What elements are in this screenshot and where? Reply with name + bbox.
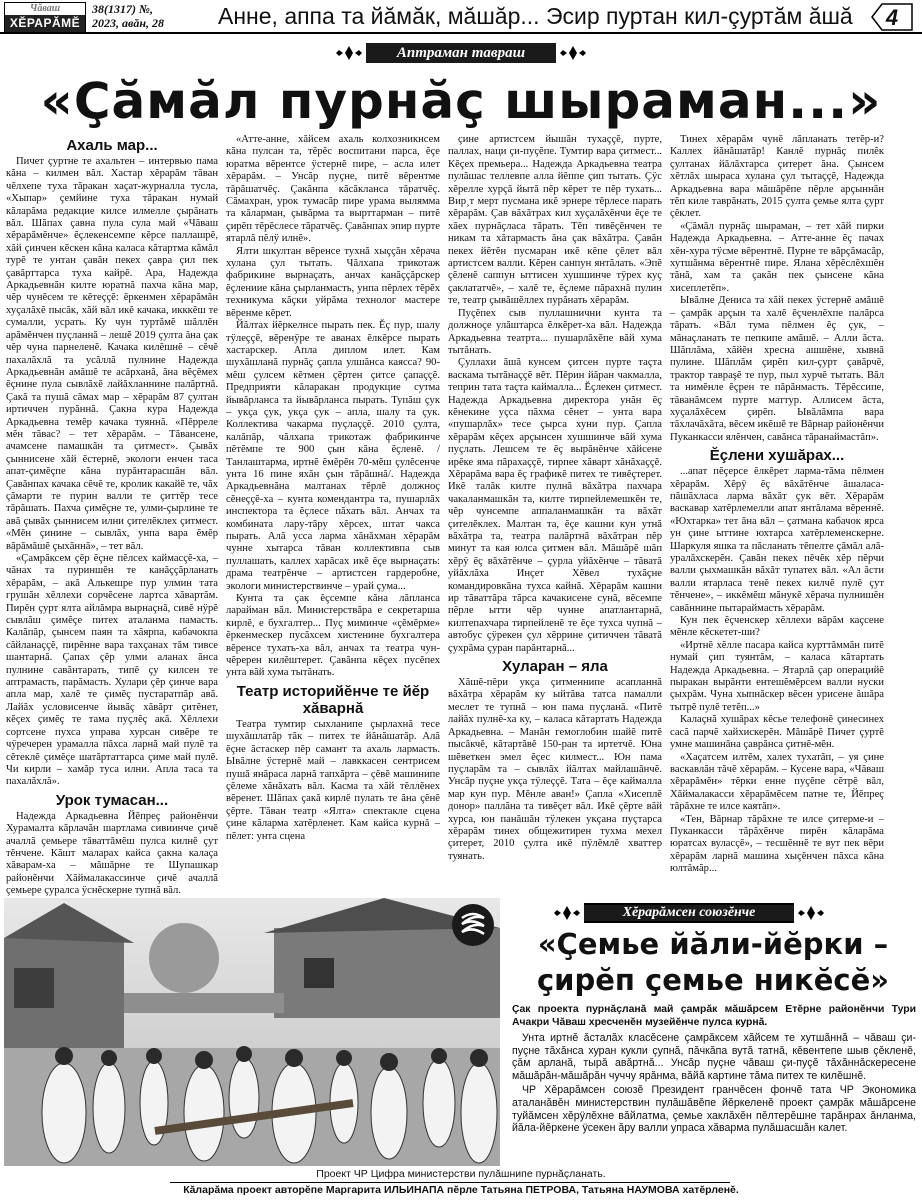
- paragraph: Ывăлне Дениса та хăй пекех ÿстернĕ амăшĕ – çамрăк арçын та халĕ ĕçченлĕхпе палăрса тăрать. «Вăл тума пĕлмен ĕç çук, – мăнаçланать те пепкипе амăшĕ. – Алли ăста. Шăплăма, хăйĕн хресна ашшĕне, хывнă пулине. Шăплăм çирĕп кил-çурт çавăрчĕ, трактор тавраşĕ те пур, пыл хурчĕ тытать. Вăл та нимĕнле ĕçрен те пăрăнмасть. Тĕрĕссипе, тăванăмсем пурте маттур. Аллисем ăста, хуçалăхĕсем çирĕп. Ывăлăмпа вара тăхлачăхăта, вĕсем икĕшĕ те Вăрнар районĕнчи Пуканкасси ялĕнчен, савăнса тăранаймастăп».: [670, 295, 884, 443]
- paragraph: Калаçнă хушăрах кĕсьe телефонĕ çинесинех сасă парчĕ хайхискерĕн. Мăшăрĕ Пичет çуртĕ умне машинăна çаврăнса çитнĕ-мĕн.: [670, 714, 884, 751]
- article-column-4: [670, 134, 884, 894]
- newspaper-logo[interactable]: [4, 2, 86, 32]
- subheading: Ахаль мар...: [66, 137, 158, 154]
- footer-credits: Кăларăма проект авторĕпе Маргарита ИЛЬИНАПА пĕрле Татьяна ПЕТРОВА, Татьяна НАУМОВА хатĕрленĕ.: [183, 1184, 739, 1196]
- second-rubric: [554, 902, 824, 924]
- subheading: Ĕçлени хушăрах...: [709, 447, 845, 465]
- paragraph: «Атте-анне, хăйсем ахаль колхозникнсем кăна пулсан та, тĕрĕс воспитани парса, ĕçе юратма вĕрентсе ÿстернĕ пире, – асла илет хĕрарăм. – Унсăр пуçне, питĕ вĕрентме тăрăшатчĕç. Çакăнпа кăсăкланса тăратчĕç. Сăмахран, урок тумасăр пире урама вылямма та кăларман, çывăрма та вырттарман – питĕ çирĕп тĕрĕслесе тăратчĕç. Çавăнпах эпир пурте ятарлă пĕлÿ илнĕ».: [226, 134, 440, 245]
- paragraph: Театра тумтир сыхланипе çырлахнă тесе шухăшлатăр тăк – питех те йăнăшатăр. Алă ĕçне ăстаскер пĕр самант та ахаль лармасть. Ывăлне ÿстернĕ май – лавккасен сентрисем пушă янăраса ларнă тапхăрта – çĕвĕ машинипе çĕлеме хăнăхать вăл. Касма та хăй тĕллĕнех вĕренет. Шăпах çакă кирлĕ пулать те ăна çĕнĕ çĕрте. Тăван театр «Ялта» спектакле сцена çине кăларма хатĕрленет. Кам кайса курнă – пĕлет: унта сцена: [226, 718, 440, 842]
- second-paragraph: Унта иртнĕ ăсталăх класĕсене çамрăксем хăйсем те хутшăннă – чăваш çи-пуçне тăхăнса хуран кукли çупнă, пăчкăпа вутă татнă, кĕвентепе шыв çĕкленĕ, çăм арланă, тырă авăртнă... Унсăр пуçне чăваш çи-пуçĕ тăхăннăскересене мăшăрăн-мăшăрăн чуччу ярăнма, вăйă картине тăма питех те килĕшнĕ.: [512, 1032, 916, 1082]
- article-column-2: [226, 134, 440, 894]
- issue-number: 38(1317) №,: [92, 2, 153, 16]
- main-headline: «Çăмăл пурнăç шыраман...»: [40, 72, 882, 130]
- paragraph: Пуçĕпех сыв пуллашнични кунта та должноçе улăштарса ĕлкĕрет-ха вăл. Надежда Аркадьевна театрта... пушарлăхĕпе вăй хума тытăнать.: [448, 307, 662, 356]
- paragraph: Тинех хĕрарăм чунĕ лăпланать тетĕр-и? Каллех йăнăшатăр! Канлĕ пурнăç пилĕк çултанах йăлăхтарса çитерет ăна. Çынсем хĕтлăх шыраса хулана çул тытаççĕ, Надежда Аркадьевна вара мăшăрĕпе пĕрле арçыннăн тĕп киле таврăнать, 2015 çулта çемье ялта çурт çĕклет.: [670, 134, 884, 220]
- paragraph: Кунта та çак ĕçсемпе кăна лăпланса ларайман вăл. Министерствăра е секретарша кирлĕ, е бухгалтер... Пуç миминче «çĕмĕрме» ĕркенмескер пусăхсем хистенине бухгалтера вĕренсе тухать-ха вăл, анчах та театра чун-чĕререн килĕштерет. Çавăнпа кĕçех пусĕпех унта вăй хума тытăнать.: [226, 593, 440, 679]
- second-headline: «Çемье йăли-йĕрки – çирĕп çемье никĕсĕ»: [536, 927, 890, 997]
- second-paragraph: ЧР Хĕрарăмсен союзĕ Президент гранчĕсен фончĕ тата ЧР Экономика аталанăвĕн министерствин пулăшăвĕпе йĕркеленĕ проект çамрăк мăшăрсене туйăмсен хĕрÿлĕхне вăйлатма, çемье хаклăхĕн пĕлтерĕшне тарăнрах ăнланма, йăла-йĕркене ÿсекен ăру валли упраса хăварма пулăшасшăн калет.: [512, 1084, 916, 1135]
- paragraph: Çуллахи ăшă кунсем çитсен пурте таçта васкама тытăнаççĕ вĕт. Пĕрин йăран чакмалла, теприн тата таçта каймалла... Ĕçлекен çитмест. Надежда Аркадьевна директора унăн ĕç кĕнекине уçса пăхма сĕнет – унта вара «пушарлăх» тесе çырса хуни пур. Çапла хĕрарăм кĕçех арçынсен хушшинче вăй хума пуçлать. Лешсем те ĕç вырăнĕнче хăйсене ирĕке яма пăрахаççĕ, тирпее хăварт хăнăхаççĕ. Хĕрарăма вара ĕç графикĕ питех те тивĕçтерет. Икĕ талăк килте пулнă вăхăтра пахчара чакаланмашкăн та, килте тирпейлемешкĕн те, чĕр чунсемпе аппаланмашкăн та вăхăт çителĕклех. Малтан та, ĕçе кашни кун утнă вăхăтра та, театра палăртнă вăхăтран пĕр минут та кая юлса çитмен вăл. Мăшăрĕ шăп хĕрÿ ĕç вăхăтĕнче – çурла уйăхĕнче – тăватă уйăхлăха Инçет Хĕвел тухăçне командировкăна тухса кайнă. Хĕрарăм кашни ир тăваттăра тăрса качакисене сунă, вĕсемпе пĕрле ытти чĕр чунне апатлантарнă, килтепахчара тирпейленĕ те ĕçе тухса чупнă – автобус çÿрекен çул хĕррине çитиччен тăватă çухрăма çуран парăнтарнă...: [448, 357, 662, 654]
- paragraph: ...апат пĕçерсе ĕлкĕрет ларма-тăма пĕлмен хĕрарăм. Хĕрÿ ĕç вăхăтĕнче ăшаласа-пăшăхласа ларма вăхăт çук вĕт. Хĕрарăм васкавар хатĕрлемелли апат янтăлама вĕреннĕ. «Юхтарка» тет ăна вăл – çатмана кабачок ярса ун çине ыттине юхтарса хатĕрлеменскерне. Шаркуля яшка та пăсланать тĕпелте çăмăл алă-уралăхскерĕн. Çавăн пекех пĕчĕк хĕр пĕрчи валли çыхмашкăн вăхăт тупатех вăл. «Ал ăсти валли ятарласа тенĕ пекех килчĕ пулĕ çут тĕнчене», – иккĕмĕш мăнукĕ хĕрача пулнишĕн савăннине пытараймасть хĕрарăм.: [670, 466, 884, 614]
- second-article: [506, 900, 918, 1164]
- ornament-icon: [798, 905, 824, 921]
- main-rubric: [336, 42, 586, 64]
- paragraph: Пичет çуртне те ахальтен – интервью пама кăна – килмен вăл. Хастар хĕрарăм тăван чĕлхепе туха тăракан хаçат-журналла тусла, «Хыпар» çемйине туха тăракан нумай кăларăма редакцие килсе илмелле çырăнать вăл. Шăпах çавна пула сула май «Чăваш хĕрарăмĕнче» ĕçлекенсемпе кĕрсе паллашрĕ, хăй çинчен кĕскен кăна каласа кăтартма кăмăл турĕ те унтан çавăн пекех çавра çил пек çавăрттарса туха кайрĕ. Ара, Надежда Аркадьевнăн килте юратнă пахча кăна мар, чĕр чунĕсем те кĕтеççĕ: ĕркенмен хĕрарăмăн хуçалăхĕ пысăк, хăй вăл икĕ качака, икккĕш те сумалли, усрать. Ку чун туртăмĕ шăллĕн арăмĕнчен пуçланнă – лешĕ 2019 çулта ăна çак чĕр чуна парнеленĕ. Качака килĕшнĕ – сĕчĕ пахалăхлă та усăллă пулнине Надежда Аркадьевнăн амăшĕ те асăрханă, ăна вĕçĕмех ĕçнине пула сывлăхĕ лайăхланнине палăртнă. Çакă та пушă сăмах мар – хĕрарăм 87 çултан иртиччен пурăннă. Çакна кура Надежда Аркадьевна темĕр качака туяннă. «Пĕрреле мĕн тăвас? – тет хĕрарăм. – Тăвансене, ачамсене памашкăн та çитмест». Çывăх çыннисене хăй ĕстернĕ, экологи енчен таса апат-çимĕçпе кăна пурăнтарасшăн вăл. Çавăнпах качака сĕчĕ те, кролик какайĕ те, чăх çăмарти те пурин валли те çиттĕр тесе тăрăшать. Пахча çимĕçне те, улми-çырлине те авă çывăх çыннисем илни çителĕклех çитмест. «Мĕн çинине – сывлăх, унпа вара ĕмĕр вăрăмăшĕ çыхăннă», – тет вăл.: [6, 156, 218, 552]
- ornament-icon: [336, 45, 362, 61]
- rubric-label: Аптраман тавраш: [366, 43, 556, 63]
- footer-project-note: Проект ЧР Цифра министерстви пулăшнипе пурнăçланать.: [316, 1168, 606, 1180]
- issue-date: 2023, авăн, 28: [92, 16, 165, 30]
- paragraph: Хăшĕ-пĕри укçа çитменнипе асапланнă вăхăтра хĕрарăм ку ыйтăва татса памалли меслет те тупнă – юн пама пуçланă. «Питĕ лайăх пулнĕ-ха ку, – каласа кăтартать Надежда Аркадьевна. – Манăн гемоглобин шайĕ питĕ пысăкчĕ, кăтартăвĕ 150-ран та иртетчĕ. Юна шĕветкен эмел ĕçес килмест... Юн пама пуçларăм та – сывлăх йăлтах майлашăнчĕ. Унсăр пуçне укçа тÿлеççĕ. Тата – ĕçе каймалла мар кун пур. Мĕнле аван!» Çапла «Хисеплĕ донор» паллăна та тивĕçет вăл. Икĕ çĕрте вăй хурса, юн панăшăн тÿлекен укçана пуçтарса хĕрарăм тинех общежитирен тухма мехел çитерет, 2010 çулта икĕ пÿлĕмлĕ хваттер туянать.: [448, 677, 662, 862]
- masthead: [0, 0, 922, 34]
- paragraph: Ялти шкултан вĕренсе тухнă хыççăн хĕрача хулана çул тытать. Чăлхапа трикотаж фабрикине вырнаçать, анчах канăççăрскер ĕçлениие кăна çырланмасть, унпа пĕрлех тĕрĕх техникума кăçки уйрăма технолог мастере вĕренме кĕрет.: [226, 245, 440, 319]
- paragraph: «Хаçатсем илтĕм, халех тухатăп, – уя çине васкавлăн тăчĕ хĕрарăм. – Кусене вара, «Чăваш хĕрарăмĕн» тĕрки енне пуçĕпе сĕтрĕ вăл, Хăймалакасси хĕрарăмĕсем патне те, Йĕпреç тăрăхне те илсе каятăп».: [670, 751, 884, 813]
- ornament-icon: [560, 45, 586, 61]
- second-rubric-label: Хĕрарăмсен союзĕнче: [584, 903, 794, 923]
- subheading: Хуларан – яла: [502, 658, 608, 676]
- article-column-1: [6, 134, 218, 897]
- ornament-icon: [554, 905, 580, 921]
- paragraph: Надежда Аркадьевна Йĕпреç районĕнчи Хурамалта кăрлачăн шартлама сивиинче çичĕ ачаллă çемьере тăваттăмĕш пулса килнĕ çут тĕнчене. Кăшт маларах кайса çакна калаçа хăварам-ха – мăшăрне те Шупашкар районĕнчи Хăймалакассинче çичĕ ачаллă çемьере çуралса ÿснĕскерне тупнă вăл.: [6, 810, 218, 897]
- article-column-3: [448, 134, 662, 894]
- second-lead: Çак проекта пурнăçланă май çамрăк мăшăрсем Етĕрне районĕнчи Тури Ачакри Чăваш хресченĕн музейĕнче пулса курнă.: [512, 1004, 916, 1028]
- page-number: 4: [885, 5, 899, 30]
- page-number-badge: [868, 2, 916, 32]
- organization-logo-icon: [452, 904, 494, 946]
- footer-divider: [170, 1182, 730, 1183]
- subheading: Урок тумасан...: [55, 791, 169, 809]
- paragraph: Йăлтах йĕркелнсе пырать пек. Ĕç пур, шалу тÿлеççĕ, вĕренÿре те аванах ĕлкĕрсе пырать хастарскер. Апла диплом илет. Кам шухăшланă пурнăç çапла улшăнса каясса? 90-мĕш çулсем кĕтмен çĕртен çитсе çапаççĕ. Предприяти кăларакан продукцие сутма йывăрланса та йывăрланса пырать. Тупăш çук – укçа çук, укçа çук – апла, шалу та çук. Коллектива чакарма пуçлаççĕ. 2010 çулта, калăпăр, чăлхапа трикотаж фабрикинче пĕтĕмпе те 900 çын кăна ĕçленĕ. /Танлаштарма, иртнĕ ĕмĕрĕн 70-мĕш çулĕсенче унта 16 пине яхăн çын тăрăшнă/. Надежда Аркадьевнăна малтанах тĕрлĕ должноç сĕнеççĕ-ха – кунта комендантра та, пушарлăх инспектора та ĕçлесе пăхать вăл. Анчах та комбината лару-тăру хĕрсех, штат чакса пырать. Алă усса ларма хăнăхман хĕрарăм чунне хытарса тăван коллективпа сыв пуллашать, каллех харăсах икĕ ĕçе вырнаçать: драма театрĕнче – артистсен гардеробне, экологи министерствинче – урай çума...: [226, 320, 440, 592]
- second-body: [512, 1032, 916, 1137]
- logo-top-text: Чăваш: [29, 3, 61, 14]
- subheading: Театр историйĕнче те йĕр хăварнă: [236, 682, 430, 717]
- paragraph: «Çамрăксем çĕр ĕçне пĕлсех каймасçĕ-ха, – чăнах та пуриншĕн те канăççăрланать хĕрарăм, – акă Алькешре пур улмин тата грушăн хĕллехи сорчĕсене лартса хăвартăм. Пирĕн çурт ялта айлăмра вырнаçнă, сивĕ нÿрĕ сывлăш çимĕçе питех аталанма памасть. Калăпăр, çынсем паян та хăярпа, кабачокпа сăйланаççĕ, пирĕнне вара тахçанах тăм тивсе шантарнă. Çапах çĕр улми аланах ăнса пулнине савăнтарать, типĕ çу килсен те аптрамасть, парăмасть. Хулари çĕр çинче вара апла мар, халĕ те çимĕç пустаратпăр авă. Лайăх условисенче йывăç хăвăрт çитĕнет, кĕçех çимĕç те тама пуçлĕç акă. Хĕллехи сортсене пухса управа хурсан сивĕре те чÿречерен урамалла пăхса ларнă май пулĕ та сĕтеклĕ çимĕçе шатăртаттарса çиме май пулĕ. Чи кирли – хамăр туса илни. Апла таса та пахалăхлă».: [6, 553, 218, 788]
- paragraph: «Иртнĕ хĕлле пасара кайса курттăммăн питĕ нумай çип туянтăм, – каласа кăтартать Надежда Аркадьевна. – Ятарлă çар операцийĕ пыракан вырăнти ентешĕмĕрсем валли нуски çыхрăм. Чуна хыпнăскер вĕсен урисене ăшăра тытрĕ пулĕ тетĕп...»: [670, 639, 884, 713]
- section-header-title: Анне, аппа та йăмăк, мăшăр... Эсир пуртан кил-çуртăм ăшă: [218, 3, 853, 29]
- folk-event-photo: [4, 898, 500, 1166]
- issue-info: [92, 2, 202, 30]
- paragraph: çине артистсем йышăн тухаççĕ, пурте, паллах, наци çи-пуçĕпе. Тумтир вара çитмест... Кĕçех премьера... Надежда Аркадьевна театра пулăшас теллевпе алла йĕппе çип тытать. Çÿс хĕрелле хурçă йытă пĕр кĕрет те пĕр тухать... Вир¸т мерт пусмана икĕ эрнере тĕрлесе парать хĕрарăм. Çав вăхăтрах кил хуçалăхĕнчи ĕçе те хăех пурнăçласа тăрать. Тĕп тивĕçĕнчен те никам та хăтармасть ăна çак вăхăтра. Çавăн пекех йĕтĕн пусмаран икĕ кĕпе çĕлет вăл артистсем валли. Кĕрен санпун янтăлать. «Эпĕ çĕленĕ саппун ыттисен хушшинче тÿрех куç çаклататчĕ», – халĕ те, ĕçлеме пăрахнă пулин те, театр çывăшĕллех пурăнать хĕрарăм.: [448, 134, 662, 307]
- paragraph: «Тен, Вăрнар тăрăхне те илсе çитерме-и – Пуканкасси тăрăхĕнче пирĕн кăларăма юратсах вуласçĕ», – тесшĕннĕ те вут пек вĕри хĕрарăм ларнă машина хыçĕнчен пăхса кăна юлтăмăр...: [670, 813, 884, 875]
- logo-main-text: ХĔРАРĂМĔ: [5, 15, 85, 32]
- paragraph: «Çăмăл пурнăç шыраман, – тет хăй пирки Надежда Аркадьевна. – Атте-анне ĕç пачах хĕн-хура тÿсме вĕрентнĕ. Пурне те вăрçăмасăр, хутшăнма вĕрентнĕ пире. Ялана хĕрĕслĕхшĕн тăнă, хам та çакăн пек çынсене кăна хисеплетĕп».: [670, 220, 884, 294]
- paragraph: Кун пек ĕçченскер хĕллехи вăрăм каçсене мĕнле кĕскетет-ши?: [670, 615, 884, 639]
